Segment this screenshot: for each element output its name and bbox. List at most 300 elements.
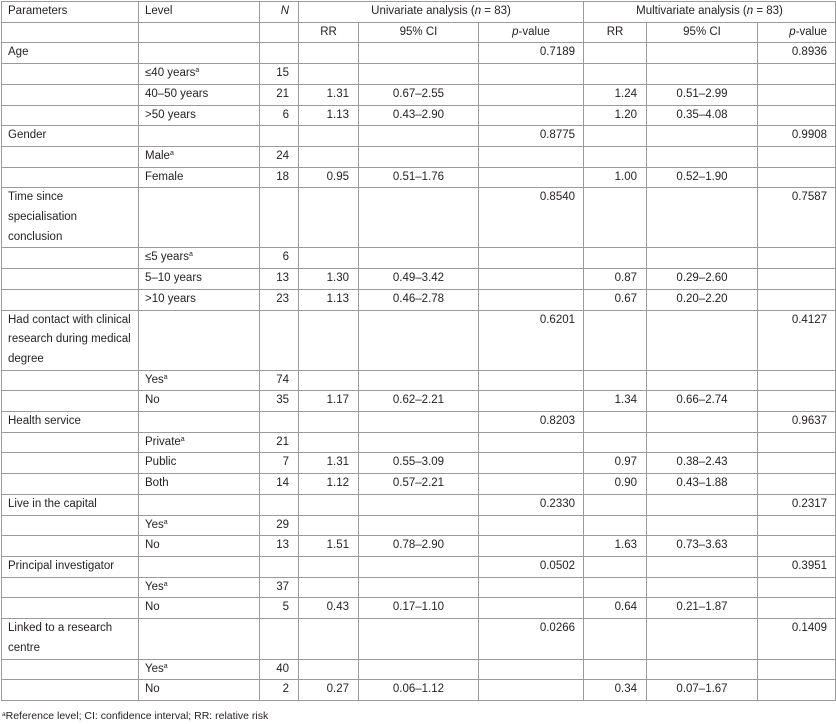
ci-univariate: [359, 577, 479, 598]
p-value-univariate: 0.0266: [479, 619, 584, 659]
n-value: 14: [260, 474, 299, 495]
footnote-marker: a: [2, 711, 6, 718]
rr-multivariate: [584, 146, 647, 167]
parameter-cell-empty: [2, 146, 139, 167]
level-name: [139, 248, 260, 269]
p-uni-empty: [479, 370, 584, 391]
ci-univariate: [359, 248, 479, 269]
p-value-univariate: 0.6201: [479, 310, 584, 370]
p-uni-empty: [479, 167, 584, 188]
ci-univariate: 0.57–2.21: [359, 474, 479, 495]
n-cell-empty: [260, 310, 299, 370]
rr-univariate: [299, 64, 359, 85]
level-cell-empty: [139, 310, 260, 370]
n-cell-empty: [260, 43, 299, 64]
p-multi-empty: [758, 577, 836, 598]
rr-univariate: [299, 248, 359, 269]
n-value: 29: [260, 515, 299, 536]
parameter-cell-empty: [2, 453, 139, 474]
rr-multivariate: 1.20: [584, 105, 647, 126]
header-rr-uni: RR: [299, 22, 359, 43]
parameter-cell-empty: [2, 289, 139, 310]
parameter-row: [2, 494, 836, 515]
level-row: [2, 167, 836, 188]
level-name: [139, 680, 260, 701]
n-value: 13: [260, 269, 299, 290]
level-row: [2, 105, 836, 126]
ci-multivariate: 0.43–1.88: [647, 474, 758, 495]
p-multi-empty: [758, 680, 836, 701]
level-label: Yes: [145, 518, 164, 531]
ci-univariate: [359, 64, 479, 85]
p-uni-empty: [479, 269, 584, 290]
parameter-name: Gender: [2, 126, 139, 147]
rr-uni-empty: [299, 412, 359, 433]
p-multi-empty: [758, 474, 836, 495]
level-label: Yes: [145, 662, 164, 675]
level-cell-empty: [139, 412, 260, 433]
p-multi-empty: [758, 659, 836, 680]
level-label: ≤5 years: [145, 251, 190, 264]
parameter-cell-empty: [2, 391, 139, 412]
ci-univariate: [359, 146, 479, 167]
level-row: [2, 248, 836, 269]
reference-marker: a: [163, 580, 168, 588]
ci-uni-empty: [359, 494, 479, 515]
n-value: 7: [260, 453, 299, 474]
header-ci-uni: 95% CI: [359, 22, 479, 43]
p-uni-empty: [479, 474, 584, 495]
ci-multivariate: 0.51–2.99: [647, 84, 758, 105]
parameter-cell-empty: [2, 474, 139, 495]
ci-uni-empty: [359, 412, 479, 433]
p-value-multivariate: 0.8936: [758, 43, 836, 64]
ci-multi-empty: [647, 188, 758, 248]
ci-multivariate: [647, 659, 758, 680]
level-label: >10 years: [145, 292, 196, 305]
p-value-univariate: 0.2330: [479, 494, 584, 515]
level-name: [139, 453, 260, 474]
ci-uni-empty: [359, 126, 479, 147]
ci-multivariate: 0.73–3.63: [647, 536, 758, 557]
ci-multi-empty: [647, 494, 758, 515]
n-value: 13: [260, 536, 299, 557]
ci-multivariate: 0.07–1.67: [647, 680, 758, 701]
ci-multivariate: [647, 515, 758, 536]
rr-uni-empty: [299, 43, 359, 64]
rr-multi-empty: [584, 126, 647, 147]
rr-univariate: 1.13: [299, 105, 359, 126]
rr-multi-empty: [584, 310, 647, 370]
p-uni-empty: [479, 248, 584, 269]
level-label: No: [145, 601, 160, 614]
reference-marker: a: [180, 435, 185, 443]
rr-uni-empty: [299, 310, 359, 370]
rr-multivariate: [584, 248, 647, 269]
ci-multivariate: [647, 370, 758, 391]
p-multi-empty: [758, 84, 836, 105]
reference-marker: a: [163, 373, 168, 381]
rr-multivariate: 0.87: [584, 269, 647, 290]
level-name: [139, 515, 260, 536]
level-name: [139, 167, 260, 188]
table-footnote: [2, 709, 268, 723]
ci-multivariate: 0.20–2.20: [647, 289, 758, 310]
ci-univariate: 0.43–2.90: [359, 105, 479, 126]
level-row: [2, 289, 836, 310]
rr-univariate: 0.27: [299, 680, 359, 701]
level-name: [139, 598, 260, 619]
parameter-name: Linked to a research centre: [2, 619, 139, 659]
parameter-cell-empty: [2, 84, 139, 105]
level-label: Female: [145, 170, 184, 183]
level-cell-empty: [139, 619, 260, 659]
n-value: 24: [260, 146, 299, 167]
header-level: Level: [139, 2, 260, 23]
rr-multivariate: 1.63: [584, 536, 647, 557]
p-multi-empty: [758, 515, 836, 536]
p-uni-empty: [479, 105, 584, 126]
p-multi-empty: [758, 248, 836, 269]
parameter-row: [2, 619, 836, 659]
level-cell-empty: [139, 126, 260, 147]
parameter-row: [2, 556, 836, 577]
rr-multivariate: [584, 577, 647, 598]
level-row: [2, 453, 836, 474]
level-row: [2, 269, 836, 290]
rr-uni-empty: [299, 188, 359, 248]
rr-univariate: 0.95: [299, 167, 359, 188]
parameter-cell-empty: [2, 680, 139, 701]
ci-multi-empty: [647, 43, 758, 64]
p-multi-empty: [758, 105, 836, 126]
p-uni-empty: [479, 432, 584, 453]
rr-multi-empty: [584, 494, 647, 515]
p-multi-empty: [758, 64, 836, 85]
rr-univariate: 1.51: [299, 536, 359, 557]
rr-multivariate: [584, 659, 647, 680]
ci-univariate: 0.06–1.12: [359, 680, 479, 701]
p-uni-empty: [479, 680, 584, 701]
header-row-1: [2, 2, 836, 23]
rr-multi-empty: [584, 619, 647, 659]
n-value: 21: [260, 432, 299, 453]
rr-univariate: 0.43: [299, 598, 359, 619]
level-name: [139, 577, 260, 598]
header-rr-multi: RR: [584, 22, 647, 43]
level-label: >50 years: [145, 108, 196, 121]
level-label: No: [145, 683, 160, 696]
p-uni-empty: [479, 146, 584, 167]
p-uni-empty: [479, 577, 584, 598]
p-multi-empty: [758, 536, 836, 557]
n-value: 2: [260, 680, 299, 701]
p-multi-empty: [758, 453, 836, 474]
parameter-cell-empty: [2, 269, 139, 290]
n-cell-empty: [260, 619, 299, 659]
rr-univariate: 1.17: [299, 391, 359, 412]
ci-multivariate: [647, 248, 758, 269]
n-cell-empty: [260, 126, 299, 147]
parameter-name: Age: [2, 43, 139, 64]
rr-univariate: [299, 659, 359, 680]
rr-uni-empty: [299, 619, 359, 659]
ci-multivariate: 0.66–2.74: [647, 391, 758, 412]
level-label: Yes: [145, 373, 164, 386]
ci-uni-empty: [359, 619, 479, 659]
level-label: Both: [145, 477, 169, 490]
level-cell-empty: [139, 556, 260, 577]
parameter-cell-empty: [2, 105, 139, 126]
rr-multi-empty: [584, 556, 647, 577]
header-pvalue-uni: p-value: [479, 22, 584, 43]
ci-univariate: 0.78–2.90: [359, 536, 479, 557]
level-label: No: [145, 394, 160, 407]
parameter-cell-empty: [2, 432, 139, 453]
rr-multi-empty: [584, 412, 647, 433]
rr-univariate: [299, 515, 359, 536]
p-value-multivariate: 0.9637: [758, 412, 836, 433]
p-value-multivariate: 0.9908: [758, 126, 836, 147]
table-header: [2, 2, 836, 43]
ci-multivariate: [647, 146, 758, 167]
rr-multivariate: 0.67: [584, 289, 647, 310]
n-value: 6: [260, 248, 299, 269]
rr-univariate: 1.13: [299, 289, 359, 310]
level-row: [2, 432, 836, 453]
ci-multivariate: 0.52–1.90: [647, 167, 758, 188]
ci-multi-empty: [647, 126, 758, 147]
n-cell-empty: [260, 188, 299, 248]
p-multi-empty: [758, 432, 836, 453]
n-value: 74: [260, 370, 299, 391]
level-label: 40–50 years: [145, 87, 209, 100]
n-value: 15: [260, 64, 299, 85]
n-value: 21: [260, 84, 299, 105]
reference-marker: a: [169, 149, 174, 157]
ci-univariate: [359, 370, 479, 391]
ci-uni-empty: [359, 43, 479, 64]
ci-uni-empty: [359, 556, 479, 577]
p-uni-empty: [479, 289, 584, 310]
n-value: 40: [260, 659, 299, 680]
level-label: Male: [145, 149, 170, 162]
ci-uni-empty: [359, 310, 479, 370]
ci-multivariate: 0.29–2.60: [647, 269, 758, 290]
level-row: [2, 659, 836, 680]
header-n: N: [260, 2, 299, 23]
level-row: [2, 146, 836, 167]
rr-multivariate: 1.34: [584, 391, 647, 412]
rr-multivariate: 0.90: [584, 474, 647, 495]
table-body: [2, 43, 836, 701]
level-name: [139, 146, 260, 167]
footnote-text: Reference level; CI: confidence interval; RR: relative risk: [5, 710, 269, 722]
reference-marker: a: [195, 67, 200, 75]
level-label: 5–10 years: [145, 272, 202, 285]
level-name: [139, 105, 260, 126]
p-value-univariate: 0.0502: [479, 556, 584, 577]
parameter-row: [2, 412, 836, 433]
parameter-cell-empty: [2, 598, 139, 619]
parameter-cell-empty: [2, 370, 139, 391]
parameter-cell-empty: [2, 515, 139, 536]
ci-multi-empty: [647, 556, 758, 577]
n-cell-empty: [260, 412, 299, 433]
level-label: Public: [145, 456, 177, 469]
rr-multivariate: 0.64: [584, 598, 647, 619]
level-name: [139, 370, 260, 391]
n-value: 37: [260, 577, 299, 598]
rr-uni-empty: [299, 126, 359, 147]
p-multi-empty: [758, 598, 836, 619]
ci-multivariate: 0.21–1.87: [647, 598, 758, 619]
header-multivariate: Multivariate analysis (n = 83): [584, 2, 836, 23]
p-multi-empty: [758, 289, 836, 310]
rr-multi-empty: [584, 43, 647, 64]
p-uni-empty: [479, 64, 584, 85]
p-value-multivariate: 0.1409: [758, 619, 836, 659]
rr-uni-empty: [299, 494, 359, 515]
p-value-univariate: 0.7189: [479, 43, 584, 64]
parameter-name: Had contact with clinical research during medical degree: [2, 310, 139, 370]
p-value-univariate: 0.8775: [479, 126, 584, 147]
p-multi-empty: [758, 146, 836, 167]
p-multi-empty: [758, 370, 836, 391]
header-pvalue-multi: p-value: [758, 22, 836, 43]
level-name: [139, 536, 260, 557]
rr-multivariate: 1.24: [584, 84, 647, 105]
ci-univariate: 0.51–1.76: [359, 167, 479, 188]
level-row: [2, 84, 836, 105]
level-row: [2, 577, 836, 598]
level-name: [139, 432, 260, 453]
p-value-univariate: 0.8203: [479, 412, 584, 433]
reference-marker: a: [163, 662, 168, 670]
p-value-multivariate: 0.3951: [758, 556, 836, 577]
rr-multivariate: [584, 370, 647, 391]
p-multi-empty: [758, 391, 836, 412]
level-row: [2, 598, 836, 619]
reference-marker: a: [163, 518, 168, 526]
rr-univariate: [299, 146, 359, 167]
parameter-cell-empty: [2, 577, 139, 598]
ci-univariate: [359, 515, 479, 536]
parameter-row: [2, 188, 836, 248]
n-cell-empty: [260, 556, 299, 577]
parameter-name: Health service: [2, 412, 139, 433]
parameter-row: [2, 310, 836, 370]
level-row: [2, 64, 836, 85]
ci-uni-empty: [359, 188, 479, 248]
parameter-row: [2, 43, 836, 64]
ci-multi-empty: [647, 310, 758, 370]
ci-univariate: 0.67–2.55: [359, 84, 479, 105]
level-row: [2, 680, 836, 701]
rr-univariate: [299, 370, 359, 391]
ci-multivariate: 0.35–4.08: [647, 105, 758, 126]
rr-univariate: 1.12: [299, 474, 359, 495]
n-value: 6: [260, 105, 299, 126]
ci-univariate: 0.49–3.42: [359, 269, 479, 290]
n-value: 35: [260, 391, 299, 412]
ci-multivariate: [647, 432, 758, 453]
header-row-2: [2, 22, 836, 43]
level-name: [139, 391, 260, 412]
reference-marker: a: [189, 251, 193, 259]
level-name: [139, 64, 260, 85]
level-row: [2, 391, 836, 412]
rr-univariate: 1.31: [299, 453, 359, 474]
p-value-multivariate: 0.7587: [758, 188, 836, 248]
level-row: [2, 370, 836, 391]
level-label: No: [145, 539, 160, 552]
rr-univariate: 1.30: [299, 269, 359, 290]
parameter-cell-empty: [2, 248, 139, 269]
p-value-multivariate: 0.2317: [758, 494, 836, 515]
parameter-cell-empty: [2, 167, 139, 188]
header-parameters: Parameters: [2, 2, 139, 23]
rr-multivariate: [584, 432, 647, 453]
level-row: [2, 515, 836, 536]
ci-multi-empty: [647, 619, 758, 659]
rr-multivariate: 0.97: [584, 453, 647, 474]
level-name: [139, 269, 260, 290]
level-cell-empty: [139, 188, 260, 248]
p-uni-empty: [479, 659, 584, 680]
rr-uni-empty: [299, 556, 359, 577]
header-univariate: Univariate analysis (n = 83): [299, 2, 584, 23]
level-cell-empty: [139, 43, 260, 64]
ci-univariate: [359, 659, 479, 680]
n-value: 18: [260, 167, 299, 188]
parameter-cell-empty: [2, 536, 139, 557]
parameter-row: [2, 126, 836, 147]
p-value-multivariate: 0.4127: [758, 310, 836, 370]
ci-univariate: 0.17–1.10: [359, 598, 479, 619]
results-table: [1, 1, 836, 701]
ci-univariate: [359, 432, 479, 453]
p-uni-empty: [479, 84, 584, 105]
p-value-univariate: 0.8540: [479, 188, 584, 248]
level-label: Private: [145, 435, 181, 448]
level-name: [139, 289, 260, 310]
rr-univariate: [299, 432, 359, 453]
rr-multivariate: [584, 515, 647, 536]
rr-multivariate: [584, 64, 647, 85]
parameter-name: Principal investigator: [2, 556, 139, 577]
rr-multi-empty: [584, 188, 647, 248]
parameter-name: Time since specialisation conclusion: [2, 188, 139, 248]
ci-univariate: 0.62–2.21: [359, 391, 479, 412]
n-value: 23: [260, 289, 299, 310]
p-uni-empty: [479, 453, 584, 474]
level-name: [139, 474, 260, 495]
p-uni-empty: [479, 598, 584, 619]
n-cell-empty: [260, 494, 299, 515]
p-uni-empty: [479, 536, 584, 557]
ci-multivariate: [647, 577, 758, 598]
rr-univariate: 1.31: [299, 84, 359, 105]
level-row: [2, 474, 836, 495]
level-label: Yes: [145, 580, 164, 593]
p-multi-empty: [758, 167, 836, 188]
header-ci-multi: 95% CI: [647, 22, 758, 43]
level-name: [139, 84, 260, 105]
ci-multivariate: [647, 64, 758, 85]
parameter-cell-empty: [2, 659, 139, 680]
p-uni-empty: [479, 391, 584, 412]
